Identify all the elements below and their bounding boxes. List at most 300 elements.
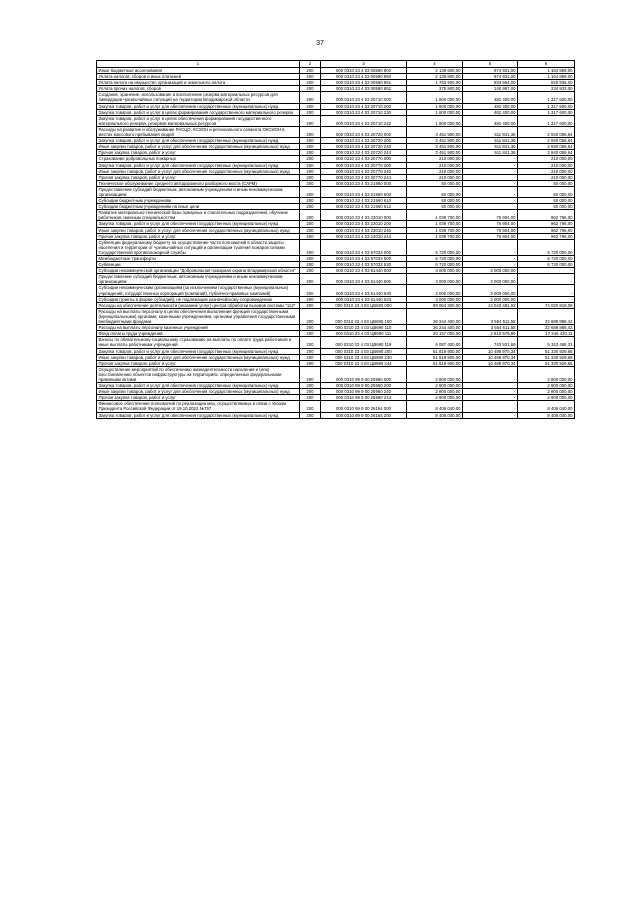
row-code-cell: 000 0310 23 4 03 23010 244 [321, 233, 407, 239]
table-row [97, 337, 575, 348]
row-exec-cell: - [463, 186, 518, 197]
row-plan-cell: 210 000,00 [407, 162, 463, 168]
row-ved-cell: 200 [300, 302, 321, 308]
table-row [97, 366, 575, 382]
row-plan-cell: 61 819 900,00 [407, 348, 463, 354]
row-exec-cell: - [463, 395, 518, 401]
row-rest-cell: 1 317 600,00 [518, 115, 575, 126]
row-rest-cell: 1 317 600,00 [518, 103, 575, 109]
row-plan-cell: 1 039 700,00 [407, 227, 463, 233]
row-exec-cell: 482 400,00 [463, 109, 518, 115]
column-header: 6 [518, 61, 575, 68]
table-row [97, 268, 575, 274]
table-row [97, 348, 575, 354]
row-code-cell: 000 0310 99 9 00 25960 200 [321, 383, 407, 389]
table-row [97, 233, 575, 239]
row-name-cell: Расходы на выплаты персоналу казенных учреждений [97, 325, 300, 331]
row-code-cell: 000 0310 23 4 03 20770 200 [321, 162, 407, 168]
row-plan-cell: 26 244 400,00 [407, 308, 463, 324]
row-exec-cell: 76 904,00 [463, 227, 518, 233]
row-code-cell: 000 0310 23 4 03 00590 850 [321, 74, 407, 80]
table-row [97, 412, 575, 418]
row-rest-cell: 2 800 000,00 [518, 383, 575, 389]
row-exec-cell: - [463, 262, 518, 268]
row-plan-cell: 1 763 900,00 [407, 80, 463, 86]
row-plan-cell: 8 406 040,00 [407, 412, 463, 418]
row-name-cell: Межбюджетные трансферты [97, 256, 300, 262]
row-ved-cell: 200 [300, 174, 321, 180]
row-code-cell: 000 0310 23 4 03 20710 000 [321, 92, 407, 103]
row-rest-cell: 51 330 929,66 [518, 354, 575, 360]
row-code-cell: 000 0310 23 4 03 20720 000 [321, 126, 407, 137]
row-rest-cell: 2 940 058,64 [518, 138, 575, 144]
row-exec-cell: 3 000 000,00 [463, 296, 518, 302]
row-rest-cell: - [518, 296, 575, 302]
row-rest-cell: 929 936,00 [518, 80, 575, 86]
row-name-cell: Закупка товаров, работ и услуг для обеспечения государственных (муниципальных) нужд [97, 138, 300, 144]
row-exec-cell: - [463, 180, 518, 186]
row-exec-cell: 833 964,00 [463, 80, 518, 86]
row-exec-cell: 482 400,00 [463, 115, 518, 126]
row-plan-cell: 1 039 700,00 [407, 210, 463, 221]
row-name-cell: Субвенции федеральному бюджету на осуществление части полномочий в области защиты населения и территории от чрезвычайных ситуаций и организации тушения пожаров силами Государственной противопожарной службы [97, 239, 300, 255]
row-rest-cell: 2 800 000,00 [518, 395, 575, 401]
table-row [97, 274, 575, 285]
row-plan-cell: 3 451 900,00 [407, 150, 463, 156]
row-plan-cell: 89 064 300,00 [407, 302, 463, 308]
row-exec-cell: 3 554 511,58 [463, 308, 518, 324]
row-code-cell: 000 0310 23 4 03 21960 600 [321, 186, 407, 197]
row-exec-cell: 974 931,00 [463, 74, 518, 80]
row-plan-cell: 61 819 900,00 [407, 354, 463, 360]
row-code-cell: 000 0310 23 4 03 ЦВ690 000 [321, 302, 407, 308]
row-ved-cell: 200 [300, 233, 321, 239]
row-code-cell: 000 0310 23 4 03 20720 240 [321, 144, 407, 150]
row-code-cell: 000 0310 23 4 03 20710 200 [321, 103, 407, 109]
row-ved-cell: 200 [300, 274, 321, 285]
row-code-cell: 000 0310 23 4 03 ЦВ690 240 [321, 354, 407, 360]
table-row [97, 227, 575, 233]
row-rest-cell: 962 796,00 [518, 233, 575, 239]
row-exec-cell: 511 841,36 [463, 126, 518, 137]
row-plan-cell: 2 800 000,00 [407, 383, 463, 389]
row-ved-cell: 200 [300, 360, 321, 366]
row-name-cell: Фонд оплаты труда учреждений [97, 331, 300, 337]
row-ved-cell: 200 [300, 74, 321, 80]
row-rest-cell: 74 020 818,08 [518, 302, 575, 308]
table-row [97, 80, 575, 86]
row-exec-cell: 743 931,69 [463, 337, 518, 348]
row-rest-cell: 17 346 420,11 [518, 331, 575, 337]
row-code-cell: 000 0310 23 4 03 00590 852 [321, 86, 407, 92]
row-plan-cell: 1 039 700,00 [407, 233, 463, 239]
row-code-cell: 000 0310 23 4 03 ЦВ690 111 [321, 331, 407, 337]
row-code-cell: 000 0310 23 4 03 ЦВ690 200 [321, 348, 407, 354]
row-rest-cell: 51 330 929,66 [518, 348, 575, 354]
row-code-cell: 000 0310 23 4 03 57033 530 [321, 262, 407, 268]
row-ved-cell: 200 [300, 395, 321, 401]
row-name-cell: Закупка товаров, работ и услуг для обеспечения государственных (муниципальных) нужд [97, 162, 300, 168]
row-ved-cell: 200 [300, 221, 321, 227]
row-plan-cell: 210 000,00 [407, 174, 463, 180]
row-ved-cell: 200 [300, 68, 321, 74]
row-code-cell: 000 0310 99 9 00 25960 244 [321, 395, 407, 401]
row-name-cell: Закупка товаров, работ и услуг для обеспечения государственных (муниципальных) нужд [97, 221, 300, 227]
row-name-cell: Закупка товаров, работ и услуг для обеспечения государственных (муниципальных) нужд [97, 412, 300, 418]
row-exec-cell: 3 000 000,00 [463, 274, 518, 285]
row-name-cell: Расходы на выплаты персоналу в целях обеспечения выполнения функций государственными (муниципальными) органами, казенными учреждениями, органами управления государственными внебюджетными фондами [97, 308, 300, 324]
row-exec-cell: 14 043 481,92 [463, 302, 518, 308]
row-exec-cell: 140 967,00 [463, 86, 518, 92]
table-row [97, 74, 575, 80]
row-exec-cell: - [463, 239, 518, 255]
row-name-cell: Субвенции [97, 262, 300, 268]
row-rest-cell: 50 000,00 [518, 180, 575, 186]
row-name-cell: Уплата налогов, сборов и иных платежей [97, 74, 300, 80]
row-code-cell: 000 0310 23 4 03 23010 240 [321, 227, 407, 233]
row-ved-cell: 200 [300, 180, 321, 186]
row-ved-cell: 200 [300, 389, 321, 395]
row-rest-cell: 1 317 600,00 [518, 92, 575, 103]
row-ved-cell: 200 [300, 296, 321, 302]
row-name-cell: Техническое обслуживание среднего автодорожного разборного моста (САРМ) [97, 180, 300, 186]
row-plan-cell: 2 800 000,00 [407, 389, 463, 395]
row-rest-cell: 210 000,00 [518, 162, 575, 168]
row-plan-cell: 1 800 000,00 [407, 109, 463, 115]
row-name-cell: Субсидии бюджетным учреждениям [97, 198, 300, 204]
row-plan-cell: 3 451 900,00 [407, 138, 463, 144]
row-name-cell: Субсидии некоммерческим организациям (за исключением государственных (муниципальных) учреждений, государственных корпораций (компаний), публично-правовых компаний) [97, 285, 300, 296]
row-exec-cell: 511 841,36 [463, 144, 518, 150]
column-header: 5 [463, 61, 518, 68]
row-rest-cell: 210 000,00 [518, 156, 575, 162]
table-row [97, 210, 575, 221]
page-number: 37 [316, 40, 324, 47]
row-plan-cell: 20 157 000,00 [407, 331, 463, 337]
table-row [97, 92, 575, 103]
row-plan-cell: 50 000,00 [407, 180, 463, 186]
row-ved-cell: 200 [300, 285, 321, 296]
row-exec-cell: - [463, 256, 518, 262]
row-rest-cell: 22 689 888,42 [518, 308, 575, 324]
table-row [97, 138, 575, 144]
row-rest-cell: 8 406 040,00 [518, 412, 575, 418]
row-name-cell: Прочая закупка товаров, работ и услуг [97, 174, 300, 180]
row-ved-cell: 200 [300, 308, 321, 324]
row-code-cell: 000 0310 23 4 03 21960 610 [321, 198, 407, 204]
row-name-cell: Иные закупки товаров, работ и услуг для обеспечения государственных (муниципальных) нужд [97, 354, 300, 360]
row-code-cell: 000 0310 23 4 03 61440 630 [321, 285, 407, 296]
row-ved-cell: 200 [300, 268, 321, 274]
row-plan-cell: 3 451 900,00 [407, 126, 463, 137]
row-rest-cell: 6 720 000,00 [518, 262, 575, 268]
row-rest-cell: 962 796,00 [518, 221, 575, 227]
table-row [97, 115, 575, 126]
table-row [97, 296, 575, 302]
row-exec-cell: 3 000 000,00 [463, 268, 518, 274]
row-exec-cell: - [463, 168, 518, 174]
row-exec-cell: 482 400,00 [463, 103, 518, 109]
row-code-cell: 000 0310 23 4 03 21960 612 [321, 204, 407, 210]
row-code-cell: 000 0310 99 9 00 26164 200 [321, 412, 407, 418]
row-ved-cell: 200 [300, 325, 321, 331]
row-exec-cell: 76 904,00 [463, 210, 518, 221]
row-ved-cell: 200 [300, 366, 321, 382]
row-rest-cell: 234 933,00 [518, 86, 575, 92]
row-exec-cell: - [463, 162, 518, 168]
row-ved-cell: 200 [300, 150, 321, 156]
row-exec-cell: - [463, 412, 518, 418]
row-ved-cell: 200 [300, 401, 321, 412]
row-ved-cell: 200 [300, 412, 321, 418]
row-rest-cell: 210 000,00 [518, 168, 575, 174]
table-row [97, 109, 575, 115]
row-ved-cell: 200 [300, 239, 321, 255]
row-rest-cell: 6 720 000,00 [518, 256, 575, 262]
row-code-cell: 000 0310 99 9 00 25960 240 [321, 389, 407, 395]
row-ved-cell: 200 [300, 337, 321, 348]
row-name-cell: Субсидии бюджетным учреждениям на иные цели [97, 204, 300, 210]
row-ved-cell: 200 [300, 144, 321, 150]
row-code-cell: 000 0310 23 4 03 ЦВ690 244 [321, 360, 407, 366]
row-name-cell: Страхование добровольных пожарных [97, 156, 300, 162]
row-plan-cell: 1 800 000,00 [407, 103, 463, 109]
row-name-cell: Иные закупки товаров, работ и услуг для обеспечения государственных (муниципальных) нужд [97, 227, 300, 233]
row-code-cell: 000 0310 99 9 00 25960 000 [321, 366, 407, 382]
row-exec-cell: 3 554 511,58 [463, 325, 518, 331]
row-exec-cell: - [463, 198, 518, 204]
row-name-cell: Прочая закупка товаров, работ и услуг [97, 233, 300, 239]
table-row [97, 186, 575, 197]
row-plan-cell: 210 000,00 [407, 168, 463, 174]
row-rest-cell: 50 000,00 [518, 186, 575, 197]
column-header: 4 [407, 61, 463, 68]
row-exec-cell: 3 000 000,00 [463, 285, 518, 296]
row-exec-cell: - [463, 389, 518, 395]
row-plan-cell: 2 800 000,00 [407, 366, 463, 382]
row-name-cell: Закупка товаров, работ и услуг для обеспечения государственных (муниципальных) нужд [97, 103, 300, 109]
row-exec-cell: - [463, 174, 518, 180]
row-exec-cell: - [463, 366, 518, 382]
row-ved-cell: 200 [300, 348, 321, 354]
row-rest-cell: 22 689 888,42 [518, 325, 575, 331]
row-name-cell: Развитие материально-технической базы пожарных и спасательных подразделений, обучение работников сменным специальностям [97, 210, 300, 221]
table-row [97, 360, 575, 366]
row-exec-cell: - [463, 401, 518, 412]
row-exec-cell: 10 488 970,34 [463, 354, 518, 360]
row-plan-cell: 61 819 900,00 [407, 360, 463, 366]
row-name-cell: Закупка товаров, работ и услуг в целях формирования государственного материального резерва [97, 109, 300, 115]
row-code-cell: 000 0310 23 4 03 00590 851 [321, 80, 407, 86]
row-ved-cell: 200 [300, 262, 321, 268]
row-code-cell: 000 0310 23 4 03 23010 200 [321, 221, 407, 227]
row-code-cell: 000 0310 23 4 03 20770 000 [321, 156, 407, 162]
row-code-cell: 000 0310 23 4 03 ЦВ690 119 [321, 337, 407, 348]
row-code-cell: 000 0310 23 4 03 20710 232 [321, 115, 407, 126]
row-plan-cell: 1 800 000,00 [407, 115, 463, 126]
row-name-cell: Иные закупки товаров, работ и услуг для обеспечения государственных (муниципальных) нужд [97, 389, 300, 395]
row-plan-cell: 8 406 040,00 [407, 401, 463, 412]
row-exec-cell: 10 488 970,34 [463, 348, 518, 354]
row-name-cell: Субсидии некоммерческой организации "Добровольная пожарная охрана Владимирской области" [97, 268, 300, 274]
row-rest-cell: 210 000,00 [518, 174, 575, 180]
row-plan-cell: 3 451 900,00 [407, 144, 463, 150]
row-ved-cell: 200 [300, 162, 321, 168]
row-ved-cell: 200 [300, 115, 321, 126]
row-ved-cell: 200 [300, 227, 321, 233]
row-name-cell: Расходы на обеспечение деятельности (оказание услуг) центра обработки вызовов системы "112" [97, 302, 300, 308]
row-plan-cell: 2 139 800,00 [407, 68, 463, 74]
table-body [97, 68, 575, 419]
row-rest-cell: 962 796,00 [518, 210, 575, 221]
row-ved-cell: 200 [300, 198, 321, 204]
budget-execution-table [96, 60, 575, 419]
row-name-cell: Субсидии (гранты в форме субсидий), не подлежащие казначейскому сопровождению [97, 296, 300, 302]
table-row [97, 144, 575, 150]
row-ved-cell: 200 [300, 168, 321, 174]
table-row [97, 354, 575, 360]
row-rest-cell: - [518, 285, 575, 296]
row-name-cell: Прочая закупка товаров, работ и услуг [97, 150, 300, 156]
row-code-cell: 000 0310 23 4 03 61440 000 [321, 268, 407, 274]
table-header-row [97, 61, 575, 68]
row-exec-cell: 76 904,00 [463, 221, 518, 227]
row-rest-cell: 50 000,00 [518, 198, 575, 204]
row-rest-cell: 1 317 600,00 [518, 109, 575, 115]
row-rest-cell: 2 800 000,00 [518, 389, 575, 395]
row-plan-cell: 3 000 000,00 [407, 285, 463, 296]
row-name-cell: Иные закупки товаров, работ и услуг для обеспечения государственных (муниципальных) нужд [97, 168, 300, 174]
row-ved-cell: 200 [300, 109, 321, 115]
row-name-cell: Уплата прочих налогов, сборов [97, 86, 300, 92]
row-name-cell: Прочая закупка товаров, работ и услуг [97, 360, 300, 366]
row-plan-cell: 1 039 700,00 [407, 221, 463, 227]
row-rest-cell: 2 940 058,64 [518, 144, 575, 150]
row-code-cell: 000 0310 23 4 03 57033 500 [321, 256, 407, 262]
row-exec-cell: 511 841,36 [463, 150, 518, 156]
row-plan-cell: 2 139 800,00 [407, 74, 463, 80]
row-name-cell: Закупка товаров, работ и услуг для обеспечения государственных (муниципальных) нужд [97, 383, 300, 389]
row-plan-cell: 3 000 000,00 [407, 274, 463, 285]
row-ved-cell: 200 [300, 92, 321, 103]
row-plan-cell: 3 000 000,00 [407, 296, 463, 302]
row-ved-cell: 200 [300, 383, 321, 389]
row-code-cell: 000 0310 23 4 03 57033 000 [321, 239, 407, 255]
row-name-cell: Взносы по обязательному социальному страхованию на выплаты по оплате труда работников и иные выплаты работникам учреждений [97, 337, 300, 348]
row-code-cell: 000 0310 23 4 03 23010 000 [321, 210, 407, 221]
row-ved-cell: 200 [300, 204, 321, 210]
row-plan-cell: 50 000,00 [407, 186, 463, 197]
table-row [97, 103, 575, 109]
row-exec-cell: - [463, 156, 518, 162]
row-code-cell: 000 0310 23 4 03 20720 200 [321, 138, 407, 144]
row-rest-cell: 1 164 869,00 [518, 68, 575, 74]
row-name-cell: Закупка товаров, работ и услуг в целях обеспечения формирования государственного материального резерва, резервов материальных ресурсов [97, 115, 300, 126]
column-header: 3 [321, 61, 407, 68]
row-plan-cell: 6 087 400,00 [407, 337, 463, 348]
row-ved-cell: 200 [300, 331, 321, 337]
row-plan-cell: 6 720 000,00 [407, 256, 463, 262]
row-ved-cell: 200 [300, 186, 321, 197]
row-code-cell: 000 0310 23 4 03 ЦВ690 110 [321, 325, 407, 331]
row-code-cell: 000 0310 23 4 03 ЦВ690 100 [321, 308, 407, 324]
row-code-cell: 000 0310 23 4 03 61440 633 [321, 296, 407, 302]
row-plan-cell: 6 720 000,00 [407, 239, 463, 255]
row-code-cell: 000 0310 23 4 03 20770 244 [321, 174, 407, 180]
row-rest-cell: 8 406 040,00 [518, 401, 575, 412]
row-name-cell: Прочая закупка товаров, работ и услуг [97, 395, 300, 401]
row-code-cell: 000 0310 23 4 03 00590 800 [321, 68, 407, 74]
row-name-cell: Закупка товаров, работ и услуг для обеспечения государственных (муниципальных) нужд [97, 348, 300, 354]
table-row [97, 150, 575, 156]
table-row [97, 308, 575, 324]
row-rest-cell: - [518, 274, 575, 285]
table-row [97, 285, 575, 296]
row-rest-cell: 5 343 468,31 [518, 337, 575, 348]
row-ved-cell: 200 [300, 138, 321, 144]
row-rest-cell: 2 940 058,64 [518, 126, 575, 137]
row-rest-cell: 1 164 869,00 [518, 74, 575, 80]
column-header: 1 [97, 61, 300, 68]
row-rest-cell: 962 796,00 [518, 227, 575, 233]
row-exec-cell: 76 904,00 [463, 233, 518, 239]
table-row [97, 302, 575, 308]
row-code-cell: 000 0310 23 4 03 21960 000 [321, 180, 407, 186]
row-name-cell: Иные бюджетные ассигнования [97, 68, 300, 74]
row-exec-cell: 10 488 970,34 [463, 360, 518, 366]
row-ved-cell: 200 [300, 126, 321, 137]
row-rest-cell: 50 000,00 [518, 204, 575, 210]
column-header: 2 [300, 61, 321, 68]
table-row [97, 401, 575, 412]
table-row [97, 239, 575, 255]
row-code-cell: 000 0310 23 4 03 20770 240 [321, 168, 407, 174]
row-plan-cell: 1 800 000,00 [407, 92, 463, 103]
row-code-cell: 000 0310 23 4 03 61440 600 [321, 274, 407, 285]
row-ved-cell: 200 [300, 256, 321, 262]
row-code-cell: 000 0310 99 9 00 26164 000 [321, 401, 407, 412]
row-rest-cell: - [518, 268, 575, 274]
row-plan-cell: 50 000,00 [407, 198, 463, 204]
row-ved-cell: 200 [300, 156, 321, 162]
row-exec-cell: - [463, 204, 518, 210]
row-code-cell: 000 0310 23 4 03 20710 230 [321, 109, 407, 115]
row-exec-cell: 974 931,00 [463, 68, 518, 74]
row-plan-cell: 3 000 000,00 [407, 268, 463, 274]
row-name-cell: Уплата налога на имущество организаций и земельного налога [97, 80, 300, 86]
table-row [97, 325, 575, 331]
row-plan-cell: 26 244 400,00 [407, 325, 463, 331]
row-plan-cell: 2 800 000,00 [407, 395, 463, 401]
row-ved-cell: 200 [300, 210, 321, 221]
row-plan-cell: 210 000,00 [407, 156, 463, 162]
row-name-cell: Осуществление мероприятий по обеспечению жизнедеятельности населения и (или) восстановлению объектов инфраструктуры на территориях, определенных федеральными правовыми актами [97, 366, 300, 382]
row-exec-cell: - [463, 383, 518, 389]
row-ved-cell: 200 [300, 103, 321, 109]
table-row [97, 126, 575, 137]
row-name-cell: Предоставление субсидий бюджетным, автономным учреждениям и иным некоммерческим организациям [97, 274, 300, 285]
row-plan-cell: 375 900,00 [407, 86, 463, 92]
row-name-cell: Иные закупки товаров, работ и услуг для обеспечения государственных (муниципальных) нужд [97, 144, 300, 150]
row-exec-cell: 2 810 579,89 [463, 331, 518, 337]
row-name-cell: Расходы на развитие и обслуживание РАСЦО, КСЭОН и регионального сегмента ОКСИОН в местах массового пребывания людей [97, 126, 300, 137]
row-exec-cell: 482 400,00 [463, 92, 518, 103]
row-code-cell: 000 0310 23 4 03 20720 244 [321, 150, 407, 156]
row-name-cell: Создание, хранение, использование и восполнение резерва материальных ресурсов для ликвидации чрезвычайных ситуаций на территории Владимирской области [97, 92, 300, 103]
row-plan-cell: 6 720 000,00 [407, 262, 463, 268]
row-ved-cell: 200 [300, 354, 321, 360]
row-exec-cell: 511 841,36 [463, 138, 518, 144]
